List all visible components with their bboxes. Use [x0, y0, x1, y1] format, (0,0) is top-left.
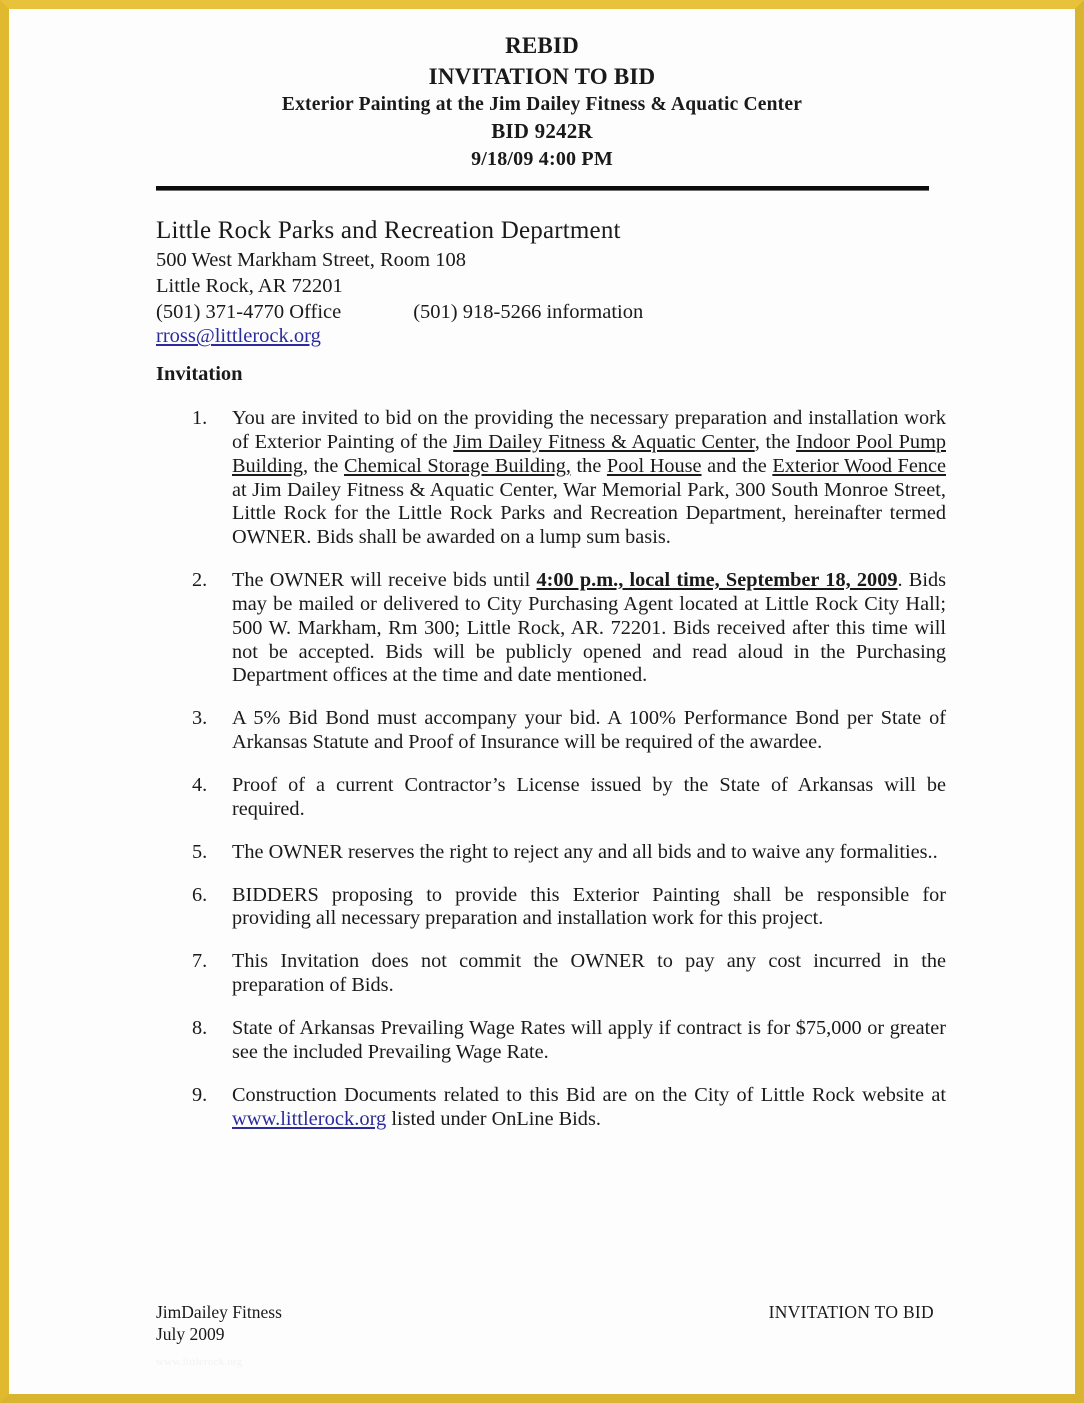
invitation-item-number: 1.: [192, 407, 208, 429]
email-line: [156, 325, 946, 348]
invitation-heading: Invitation: [156, 363, 243, 385]
invitation-item-number: 6.: [192, 883, 208, 906]
invitation-item: [156, 407, 946, 550]
header-subject: Exterior Painting at the Jim Dailey Fitness & Aquatic Center: [281, 94, 803, 116]
email-link[interactable]: rross@littlerock.org: [156, 325, 321, 348]
invitation-items-list: [156, 407, 946, 1151]
header-bid-number: BID 9242R: [491, 119, 593, 144]
invitation-item-text: State of Arkansas Prevailing Wage Rates will apply if contract is for $75,000 or greater see the included Prevailing Wage Rate.: [232, 1016, 946, 1063]
invitation-item-number: 5.: [192, 840, 208, 863]
invitation-item-number: 2.: [192, 569, 208, 592]
street-address: 500 West Markham Street, Room 108: [156, 248, 466, 271]
invitation-item-number: 3.: [192, 707, 208, 730]
header-rebid: REBID: [505, 33, 579, 58]
invitation-item-text: Proof of a current Contractor’s License issued by the State of Arkansas will be required.: [232, 773, 946, 820]
invitation-item-text: You are invited to bid on the providing the necessary preparation and installation work of Exterior Painting of the Jim Dailey Fitness & Aquatic Center, the Indoor Pool Pump Building, the Chemical Storage Building, the Pool House and the Exterior Wood Fence at Jim Dailey Fitness & Aquatic Center, War Memorial Park, 300 South Monroe Street, Little Rock for the Little Rock Parks and Recreation Department, hereinafter termed OWNER. Bids shall be awarded on a lump sum basis.: [232, 407, 946, 549]
footer-left: [156, 1301, 282, 1346]
invitation-item-text: A 5% Bid Bond must accompany your bid. A 100% Performance Bond per State of Arkansas Statute and Proof of Insurance will be required of the awardee.: [232, 707, 946, 754]
header-title: INVITATION TO BID: [428, 63, 656, 89]
city-state-zip: Little Rock, AR 72201: [156, 274, 343, 297]
invitation-item: [156, 707, 946, 755]
littlerock-website-link[interactable]: www.littlerock.org: [232, 1108, 387, 1131]
invitation-item-text: The OWNER reserves the right to reject any and all bids and to waive any formalities..: [232, 840, 938, 863]
invitation-item-number: 9.: [192, 1083, 208, 1106]
invitation-item-text: Construction Documents related to this Bid are on the City of Little Rock website at www.littlerock.org listed under OnLine Bids.: [232, 1083, 946, 1131]
footer-right-label: INVITATION TO BID: [768, 1302, 934, 1322]
invitation-item: [156, 841, 946, 865]
page-sheet: [9, 9, 1075, 1394]
invitation-item-text: The OWNER will receive bids until 4:00 p.m., local time, September 18, 2009. Bids may be mailed or delivered to City Purchasing Agent located at Little Rock City Hall; 500 W. Markham, Rm 300; Little Rock, AR. 72201. Bids received after this time will not be accepted. Bids will be publicly opened and read aloud in the Purchasing Department offices at the time and date mentioned.: [232, 569, 946, 687]
invitation-item-text: This Invitation does not commit the OWNER to pay any cost incurred in the preparation of Bids.: [232, 950, 946, 997]
phone-office: (501) 371-4770 Office: [156, 300, 342, 323]
phone-information: (501) 918-5266 information: [413, 300, 644, 323]
invitation-item: [156, 950, 946, 998]
invitation-item: [156, 774, 946, 822]
footer-project: JimDailey Fitness: [156, 1302, 282, 1322]
invitation-item-number: 8.: [192, 1016, 208, 1039]
invitation-item: [156, 1084, 946, 1133]
invitation-item-text: BIDDERS proposing to provide this Exterior Painting shall be responsible for providing all necessary preparation and installation work for this project.: [232, 883, 946, 930]
address-block: [156, 215, 946, 348]
organization-name: Little Rock Parks and Recreation Department: [156, 217, 621, 244]
invitation-item-number: 4.: [192, 773, 208, 796]
invitation-item: [156, 884, 946, 932]
document-header: [9, 9, 1075, 173]
footer-watermark: www.littlerock.org: [156, 1356, 243, 1368]
invitation-item: [156, 1017, 946, 1065]
header-divider-rule: [156, 186, 929, 191]
document-footer: [156, 1301, 934, 1368]
invitation-item-number: 7.: [192, 950, 208, 973]
header-due-datetime: 9/18/09 4:00 PM: [471, 148, 613, 170]
footer-date: July 2009: [156, 1324, 225, 1345]
invitation-item: [156, 569, 946, 688]
phone-row: [156, 299, 946, 325]
